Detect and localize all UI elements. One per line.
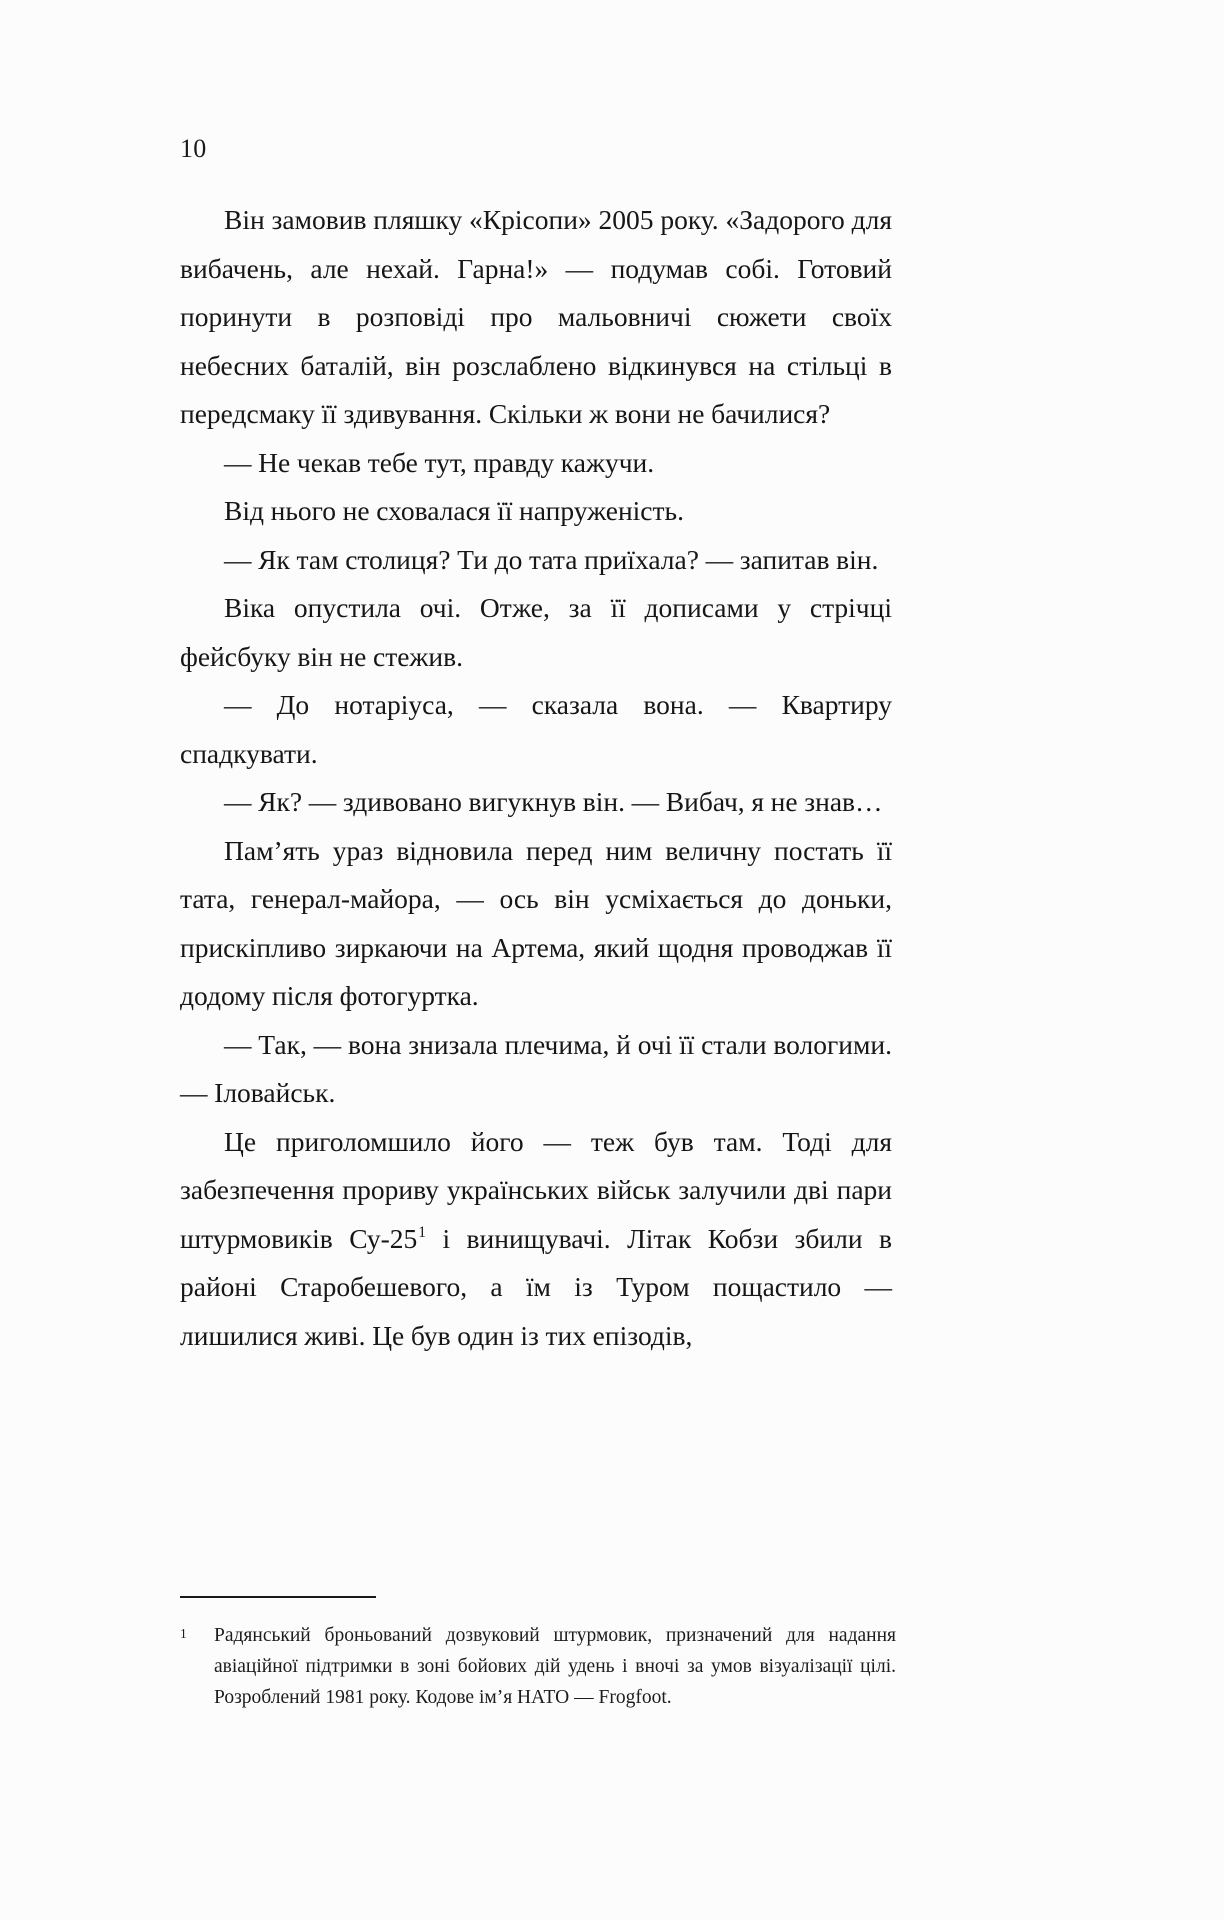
paragraph-dialogue-2: — Як там столиця? Ти до тата приїхала? — запитав він. xyxy=(224,543,879,575)
paragraph-narrative-facebook: Віка опустила очі. Отже, за її дописами у стрічці фейсбуку він не стежив. xyxy=(180,592,892,672)
footnote-entry xyxy=(180,1620,896,1713)
page-number: 10 xyxy=(180,134,207,163)
paragraph-text-after-footnote: і винищувачі. Літак Кобзи збили в районі Старобешевого, а їм із Туром пощастило — лишилися живі. Це був один із тих епізодів, xyxy=(180,1222,892,1351)
paragraph-narrative-memory: Пам’ять ураз відновила перед ним величну постать її тата, генерал-майора, — ось він усміхається до доньки, прискіпливо зиркаючи на Артема, який щодня проводжав її додому після фотогуртка. xyxy=(180,834,892,1011)
paragraph-narrative-tension: Від нього не сховалася її напруженість. xyxy=(224,495,684,526)
footnote-text: Радянський броньований дозвуковий штурмовик, призначений для надання авіаційної підтримки в зоні бойових дій удень і вночі за умов візуалізації цілі. Розроблений 1981 року. Кодове ім’я НАТО — Frogfoot. xyxy=(214,1625,896,1708)
footnote-area xyxy=(180,1596,896,1713)
footnote-separator-rule xyxy=(180,1596,376,1598)
paragraph-dialogue-4: — Як? — здивовано вигукнув він. — Вибач, я не знав… xyxy=(224,786,883,817)
paragraph-opening: Він замовив пляшку «Крісопи» 2005 року. «Задорого для вибачень, але нехай. Гарна!» — подумав собі. Готовий поринути в розповіді про мальовничі сюжети своїх небесних баталій, він розслаблено відкинувся на стільці в передсмаку її здивування. Скільки ж вони не бачилися? xyxy=(180,204,892,429)
footnote-number: 1 xyxy=(180,1626,187,1641)
paragraph-dialogue-5: — Так, — вона знизала плечима, й очі її стали вологими. — Іловайськ. xyxy=(180,1028,892,1108)
footnote-reference-marker[interactable]: 1 xyxy=(418,1224,426,1242)
paragraph-narrative-ilovaisk xyxy=(180,1118,892,1361)
paragraph-text-before-footnote: Це приголомшило його — теж був там. Тоді для забезпечення прориву українських військ залучили дві пари штурмовиків Су-25 xyxy=(180,1125,892,1254)
body-text-block xyxy=(180,196,892,1360)
paragraph-dialogue-1: — Не чекав тебе тут, правду кажучи. xyxy=(224,446,655,478)
paragraph-dialogue-3: — До нотаріуса, — сказала вона. — Квартиру спадкувати. xyxy=(180,689,892,769)
